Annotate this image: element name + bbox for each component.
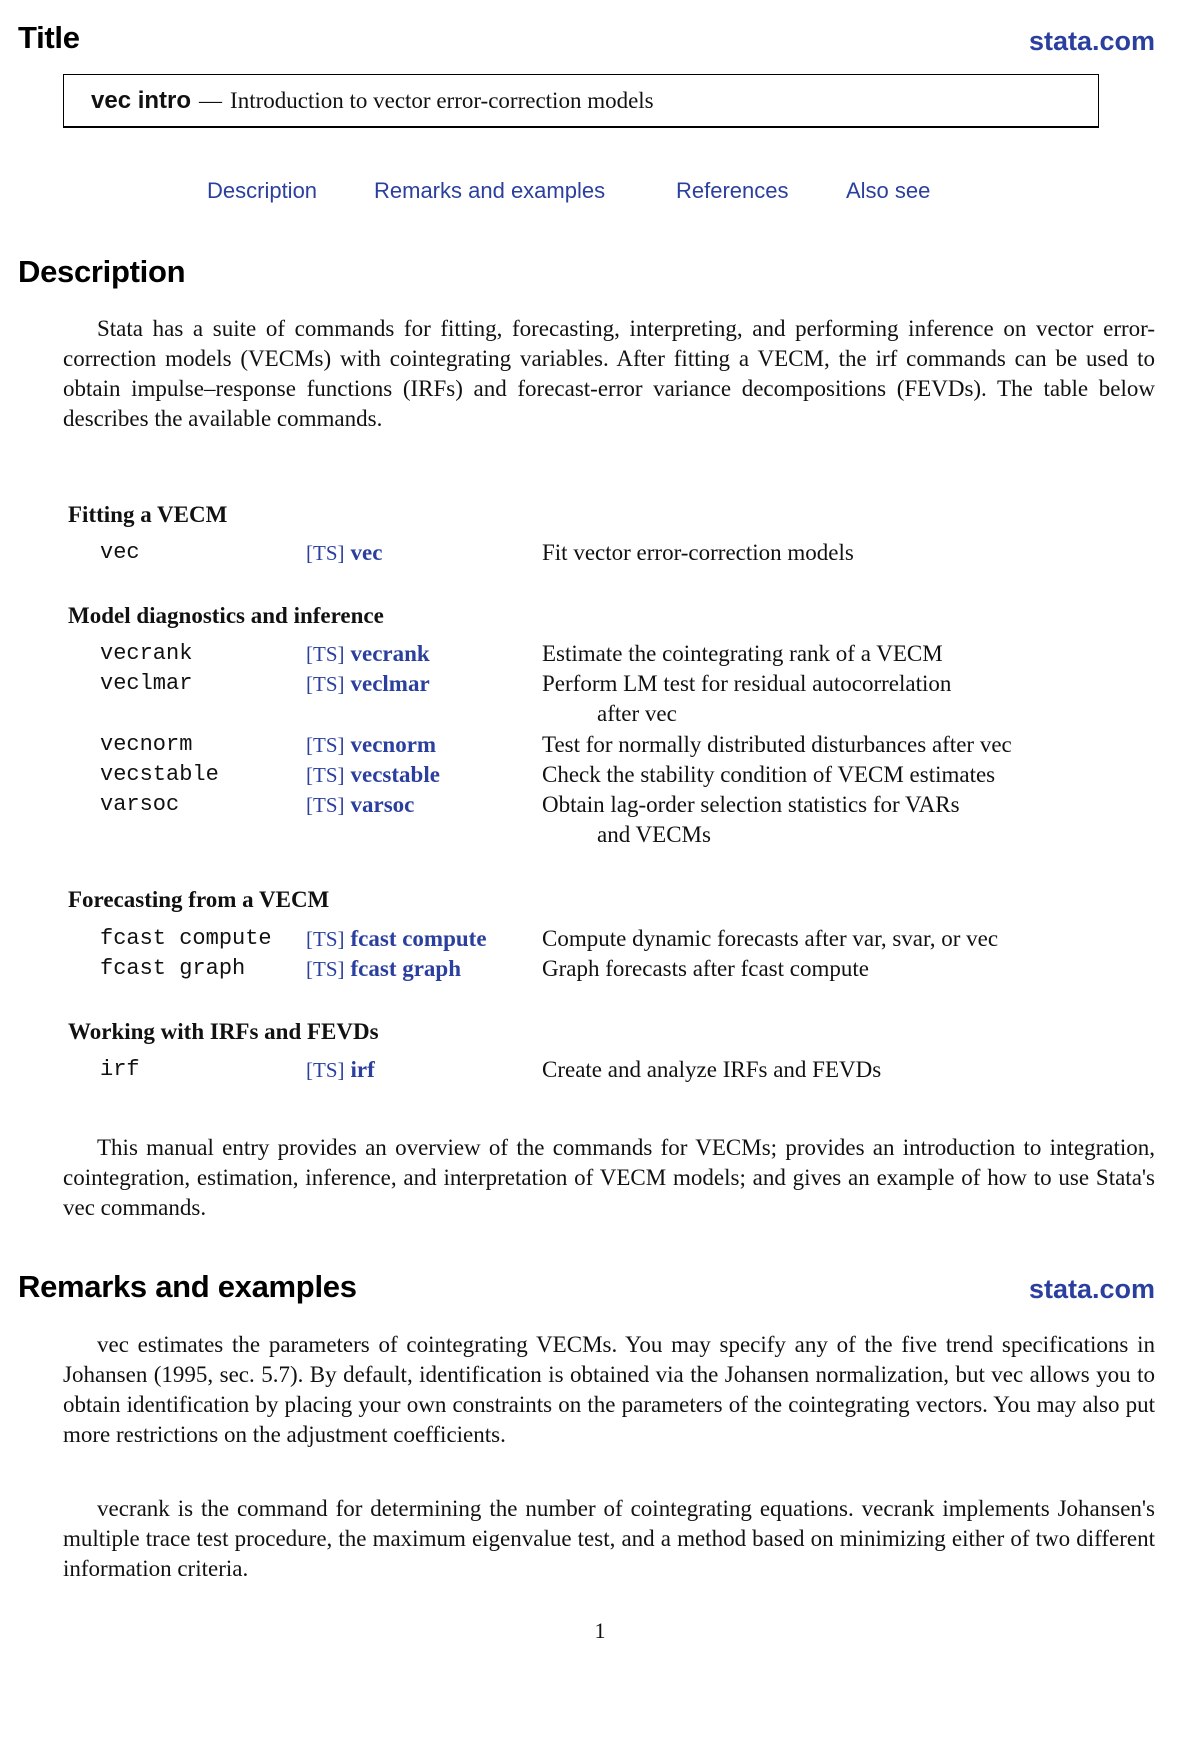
command-description: Estimate the cointegrating rank of a VECM xyxy=(542,641,943,666)
table-row-continuation xyxy=(68,822,1168,852)
manual-link[interactable]: [TS] veclmar xyxy=(306,671,430,696)
nav-link-remarks[interactable]: Remarks and examples xyxy=(374,178,606,203)
page-number: 1 xyxy=(594,1618,606,1643)
table-row-continuation xyxy=(68,701,1168,731)
table-row xyxy=(68,732,1168,762)
manual-link[interactable]: [TS] varsoc xyxy=(306,792,415,817)
entry-title-box xyxy=(63,74,1099,128)
remarks-paragraph-1: vec estimates the parameters of cointegrating VECMs. You may specify any of the five trend specifications in Johansen (1995, sec. 5.7). By default, identification is obtained via the Johansen normalization, but vec allows you to obtain identification by placing your own constraints on the parameters of the cointegrating vectors. You may also put more restrictions on the adjustment coefficients. xyxy=(63,1332,1155,1447)
table-row xyxy=(68,926,1168,956)
table-row xyxy=(68,762,1168,792)
group-title: Working with IRFs and FEVDs xyxy=(68,1019,379,1044)
command-name: fcast graph xyxy=(100,956,246,981)
command-description: Check the stability condition of VECM estimates xyxy=(542,762,996,787)
command-description: Perform LM test for residual autocorrelation xyxy=(542,671,952,696)
remarks-paragraph-2: vecrank is the command for determining the number of cointegrating equations. vecrank implements Johansen's multiple trace test procedure, the maximum eigenvalue test, and a method based on minimizing either of two different information criteria. xyxy=(63,1496,1155,1581)
entry-dash: — xyxy=(199,87,223,113)
table-row xyxy=(68,956,1168,986)
nav-link-also-see[interactable]: Also see xyxy=(846,178,931,203)
command-description: Fit vector error-correction models xyxy=(542,540,854,565)
manual-link[interactable]: [TS] vecnorm xyxy=(306,732,437,757)
manual-link[interactable]: [TS] irf xyxy=(306,1057,375,1082)
manual-link[interactable]: [TS] vecrank xyxy=(306,641,430,666)
command-description: Compute dynamic forecasts after var, svar, or vec xyxy=(542,926,999,951)
stata-link[interactable]: stata.com xyxy=(1028,1274,1155,1304)
command-description: Graph forecasts after fcast compute xyxy=(542,956,869,981)
manual-link[interactable]: [TS] fcast compute xyxy=(306,926,487,951)
command-name: veclmar xyxy=(100,671,193,696)
command-name: vec xyxy=(100,540,140,565)
command-name: irf xyxy=(100,1057,140,1082)
group-title: Forecasting from a VECM xyxy=(68,887,330,912)
manual-link[interactable]: [TS] vecstable xyxy=(306,762,440,787)
table-row xyxy=(68,792,1168,822)
command-name: varsoc xyxy=(100,792,180,817)
command-name: vecstable xyxy=(100,762,219,787)
stata-link[interactable]: stata.com xyxy=(1028,26,1155,56)
manual-link[interactable]: [TS] fcast graph xyxy=(306,956,462,981)
command-description-cont: and VECMs xyxy=(597,822,711,847)
description-intro: Stata has a suite of commands for fitting, forecasting, interpreting, and performing inference on vector error-correction models (VECMs) with cointegrating variables. After fitting a VECM, the irf commands can be used to obtain impulse–response functions (IRFs) and forecast-error variance decompositions (FEVDs). The table below describes the available commands. xyxy=(63,316,1155,431)
nav-link-description[interactable]: Description xyxy=(207,178,318,203)
command-description: Obtain lag-order selection statistics for VARs xyxy=(542,792,960,817)
table-row xyxy=(68,671,1168,701)
table-row xyxy=(68,540,1168,570)
command-description: Test for normally distributed disturbances after vec xyxy=(542,732,1012,757)
group-title: Fitting a VECM xyxy=(68,502,228,527)
command-name: vecnorm xyxy=(100,732,193,757)
remarks-heading: Remarks and examples xyxy=(18,1269,357,1304)
command-name: fcast compute xyxy=(100,926,272,951)
entry-description: Introduction to vector error-correction models xyxy=(230,87,654,113)
group-title: Model diagnostics and inference xyxy=(68,603,384,628)
section-nav xyxy=(0,178,1200,208)
table-row xyxy=(68,1057,1168,1087)
command-description: Create and analyze IRFs and FEVDs xyxy=(542,1057,882,1082)
page-title: Title xyxy=(18,20,80,55)
nav-link-references[interactable]: References xyxy=(676,178,789,203)
manual-link[interactable]: [TS] vec xyxy=(306,540,383,565)
command-name: vecrank xyxy=(100,641,193,666)
description-heading: Description xyxy=(18,254,186,289)
entry-command: vec intro xyxy=(91,86,192,114)
description-outro: This manual entry provides an overview of the commands for VECMs; provides an introduction to integration, cointegration, estimation, inference, and interpretation of VECM models; and gives an example of how to use Stata's vec commands. xyxy=(63,1135,1155,1220)
command-description-cont: after vec xyxy=(597,701,677,726)
table-row xyxy=(68,641,1168,671)
